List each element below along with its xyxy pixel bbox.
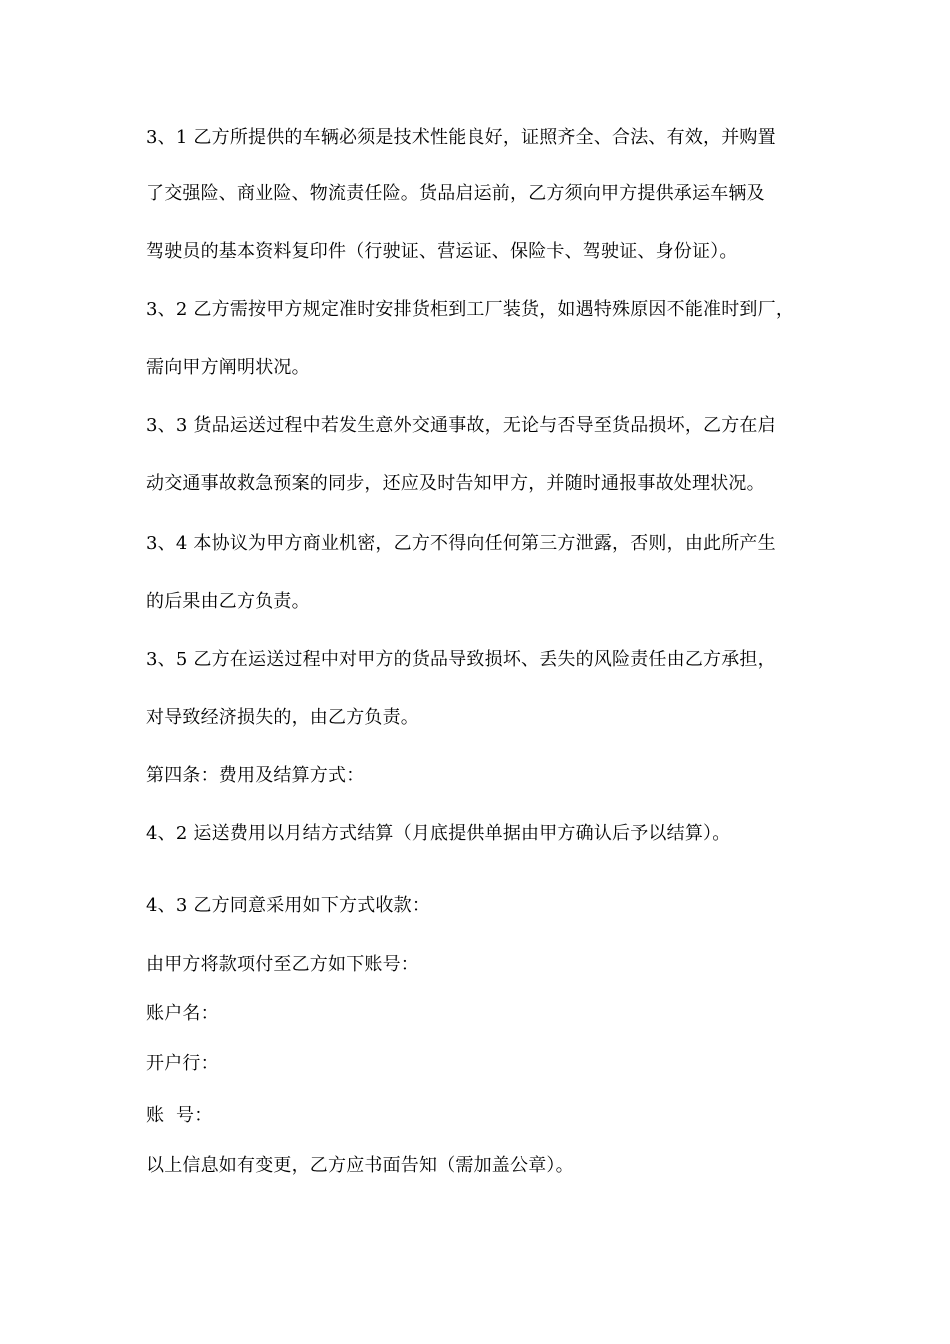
payment-instruction: 由甲方将款项付至乙方如下账号： bbox=[146, 954, 419, 975]
change-notice: 以上信息如有变更，乙方应书面告知（需加盖公章）。 bbox=[146, 1155, 574, 1176]
clause-3-5-line-1: 3、5 乙方在运送过程中对甲方的货品导致损坏、丢失的风险责任由乙方承担， bbox=[146, 649, 776, 670]
bank-label: 开户行： bbox=[146, 1053, 219, 1074]
clause-3-2-line-2: 需向甲方阐明状况。 bbox=[146, 357, 310, 378]
clause-3-1-line-1: 3、1 乙方所提供的车辆必须是技术性能良好，证照齐全、合法、有效，并购置 bbox=[146, 127, 776, 148]
clause-3-1-line-3: 驾驶员的基本资料复印件（行驶证、营运证、保险卡、驾驶证、身份证）。 bbox=[146, 241, 738, 262]
article-4-heading: 第四条：费用及结算方式： bbox=[146, 765, 365, 786]
clause-3-3-line-1: 3、3 货品运送过程中若发生意外交通事故，无论与否导至货品损坏，乙方在启 bbox=[146, 415, 776, 436]
account-name-label: 账户名： bbox=[146, 1003, 219, 1024]
clause-4-3: 4、3 乙方同意采用如下方式收款： bbox=[146, 895, 431, 916]
clause-3-5-line-2: 对导致经济损失的，由乙方负责。 bbox=[146, 707, 419, 728]
clause-3-4-line-1: 3、4 本协议为甲方商业机密，乙方不得向任何第三方泄露，否则，由此所产生 bbox=[146, 533, 776, 554]
clause-3-2-line-1: 3、2 乙方需按甲方规定准时安排货柜到工厂装货，如遇特殊原因不能准时到厂， bbox=[146, 299, 795, 320]
clause-4-2: 4、2 运送费用以月结方式结算（月底提供单据由甲方确认后予以结算）。 bbox=[146, 823, 731, 844]
account-number-label: 账 号： bbox=[146, 1105, 213, 1126]
clause-3-3-line-2: 动交通事故救急预案的同步，还应及时告知甲方，并随时通报事故处理状况。 bbox=[146, 473, 765, 494]
clause-3-4-line-2: 的后果由乙方负责。 bbox=[146, 591, 310, 612]
clause-3-1-line-2: 了交强险、商业险、物流责任险。货品启运前，乙方须向甲方提供承运车辆及 bbox=[146, 183, 765, 204]
